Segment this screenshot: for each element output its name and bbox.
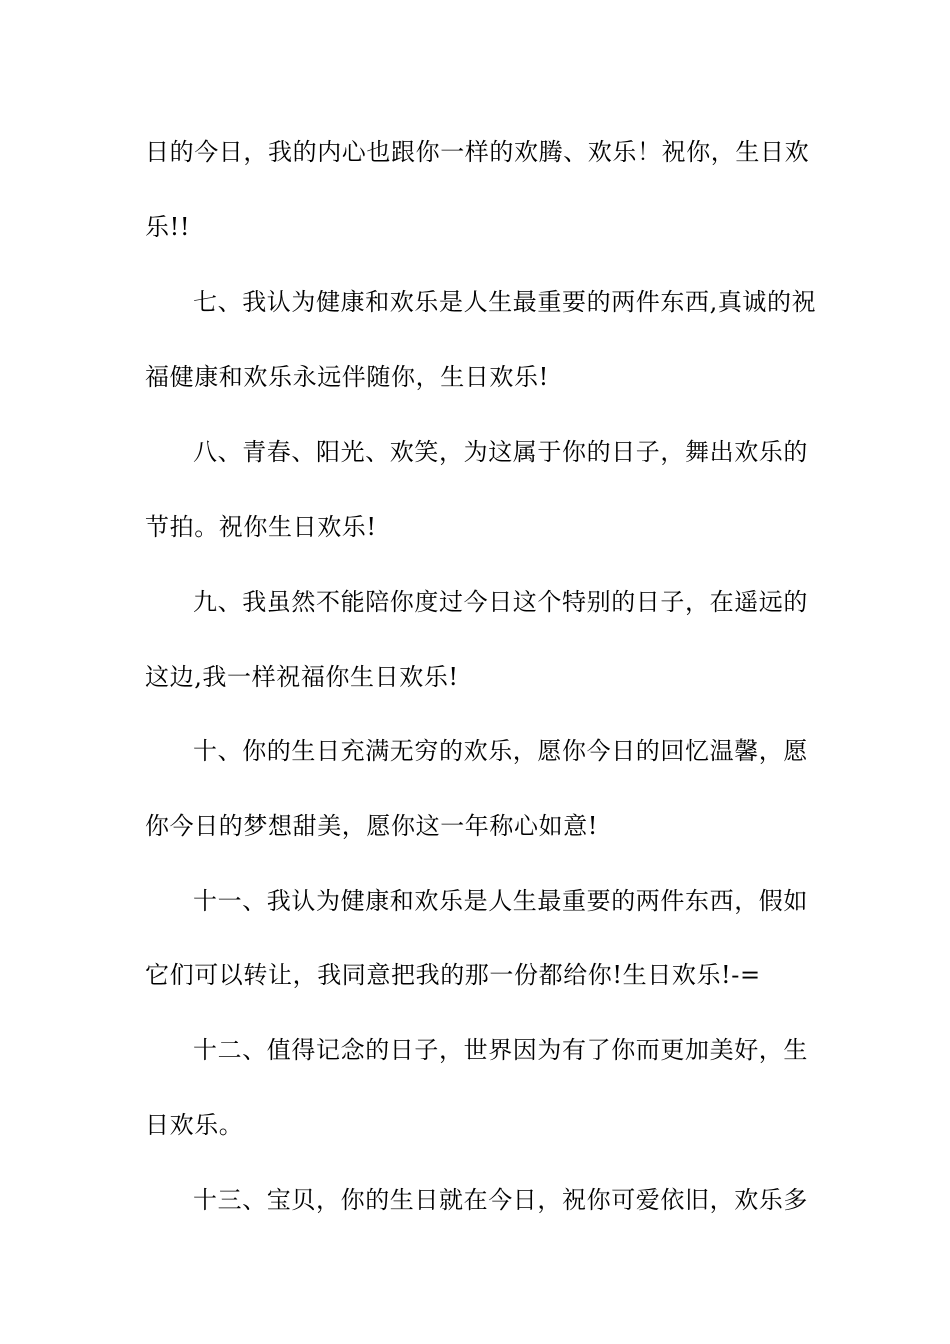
paragraph-line: 十二、值得记念的日子，世界因为有了你而更加美好，生 [193,1036,808,1064]
paragraph-line: 十一、我认为健康和欢乐是人生最重要的两件东西，假如 [193,887,808,915]
paragraph-line: 九、我虽然不能陪你度过今日这个特别的日子，在遥远的 [193,588,808,616]
paragraph-line: 它们可以转让，我同意把我的那一份都给你!生日欢乐!-= [145,961,761,989]
paragraph-line: 日的今日，我的内心也跟你一样的欢腾、欢乐！祝你，生日欢 [145,138,810,166]
paragraph-line: 十、你的生日充满无穷的欢乐，愿你今日的回忆温馨，愿 [193,737,808,765]
paragraph-line: 节拍。祝你生日欢乐! [145,513,377,541]
paragraph-line: 你今日的梦想甜美，愿你这一年称心如意! [145,812,599,840]
paragraph-line: 十三、宝贝，你的生日就在今日，祝你可爱依旧，欢乐多 [193,1186,808,1214]
paragraph-line: 福健康和欢乐永远伴随你，生日欢乐! [145,363,549,391]
paragraph-line: 八、青春、阳光、欢笑，为这属于你的日子，舞出欢乐的 [193,438,808,466]
paragraph-line: 七、我认为健康和欢乐是人生最重要的两件东西,真诚的祝 [193,288,817,316]
paragraph-line: 这边,我一样祝福你生日欢乐! [145,663,459,691]
paragraph-line: 乐!! [145,213,191,241]
paragraph-line: 日欢乐。 [145,1111,244,1139]
